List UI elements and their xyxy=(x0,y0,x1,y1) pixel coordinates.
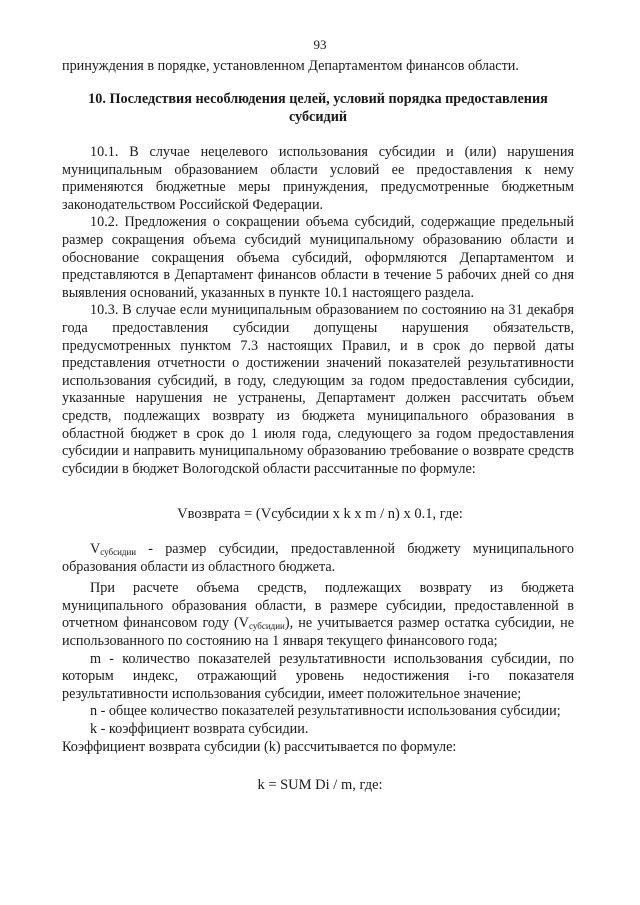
paragraph-10-3: 10.3. В случае если муниципальным образованием по состоянию на 31 декабря года предоставления субсидии допущены нарушения обязательств, предусмотренных пунктом 7.3 настоящих Правил, и в срок до первой даты представления отчетности о достижении значений показателей результативности использования субсидий, в году, следующим за годом предоставления субсидии, указанные нарушения не устранены, Департамент должен рассчитать объем средств, подлежащих возврату из бюджета муниципального образования в областной бюджет в срок до 1 июля года, следующего за годом предоставления субсидии и направить муниципальному образованию требование о возврате средств субсидии в бюджет Вологодской области рассчитанные по формуле: xyxy=(62,302,574,477)
v-definition-text: - размер субсидии, предоставленной бюджету муниципального образования области из областного бюджета. xyxy=(62,541,574,575)
definition-m: m - количество показателей результативности использования субсидии, по которым индекс, отражающий уровень недостижения i-го показателя результативности использования субсидии, имеет положительное значение; xyxy=(62,650,574,702)
paragraph-10-2: 10.2. Предложения о сокращении объема субсидий, содержащие предельный размер сокращения объема субсидий муниципальному образованию области и обоснование сокращения объема субсидий, оформляются Департаментом и представляются в Департамент финансов области в течение 5 рабочих дней со дня выявления оснований, указанных в пункте 10.1 настоящего раздела. xyxy=(62,214,574,301)
calc-note-pre: При расчете объема средств, подлежащих возврату из бюджета муниципального образования области, в размере субсидии, предоставленной в отчетном финансовом году (V xyxy=(62,580,574,632)
definition-v-subsidy xyxy=(62,541,574,576)
calc-note-subscript: субсидии xyxy=(249,621,285,632)
paragraphs-10-block xyxy=(62,144,574,478)
formula-return-volume: Vвозврата = (Vсубсидии x k x m / n) x 0.1, где: xyxy=(177,506,463,522)
v-subscript: субсидии xyxy=(100,547,137,557)
calc-note-post: ), не учитывается размер остатка субсидии, не использованного по состоянию на 1 января текущего финансового года; xyxy=(62,615,574,649)
formula-k: k = SUM Di / m, где: xyxy=(257,777,383,793)
definition-n: n - общее количество показателей результативности использования субсидии; xyxy=(90,703,561,720)
section-heading: 10. Последствия несоблюдения целей, условий порядка предоставления субсидий xyxy=(88,91,548,125)
paragraph-10-1: 10.1. В случае нецелевого использования субсидии и (или) нарушения муниципальным образованием области условий ее предоставления к нему применяются бюджетные меры принуждения, предусмотренные бюджетным законодательством Российской Федерации. xyxy=(62,144,574,213)
calculation-note xyxy=(62,580,574,650)
definitions-block xyxy=(62,541,574,756)
definition-k: k - коэффициент возврата субсидии. xyxy=(90,720,309,737)
v-symbol: V xyxy=(90,541,101,557)
page-number: 93 xyxy=(313,37,327,52)
intro-line: принуждения в порядке, установленном Департаментом финансов области. xyxy=(62,58,519,74)
intro-line-block xyxy=(62,58,574,76)
k-calculation-line: Коэффициент возврата субсидии (k) рассчитывается по формуле: xyxy=(62,738,457,755)
